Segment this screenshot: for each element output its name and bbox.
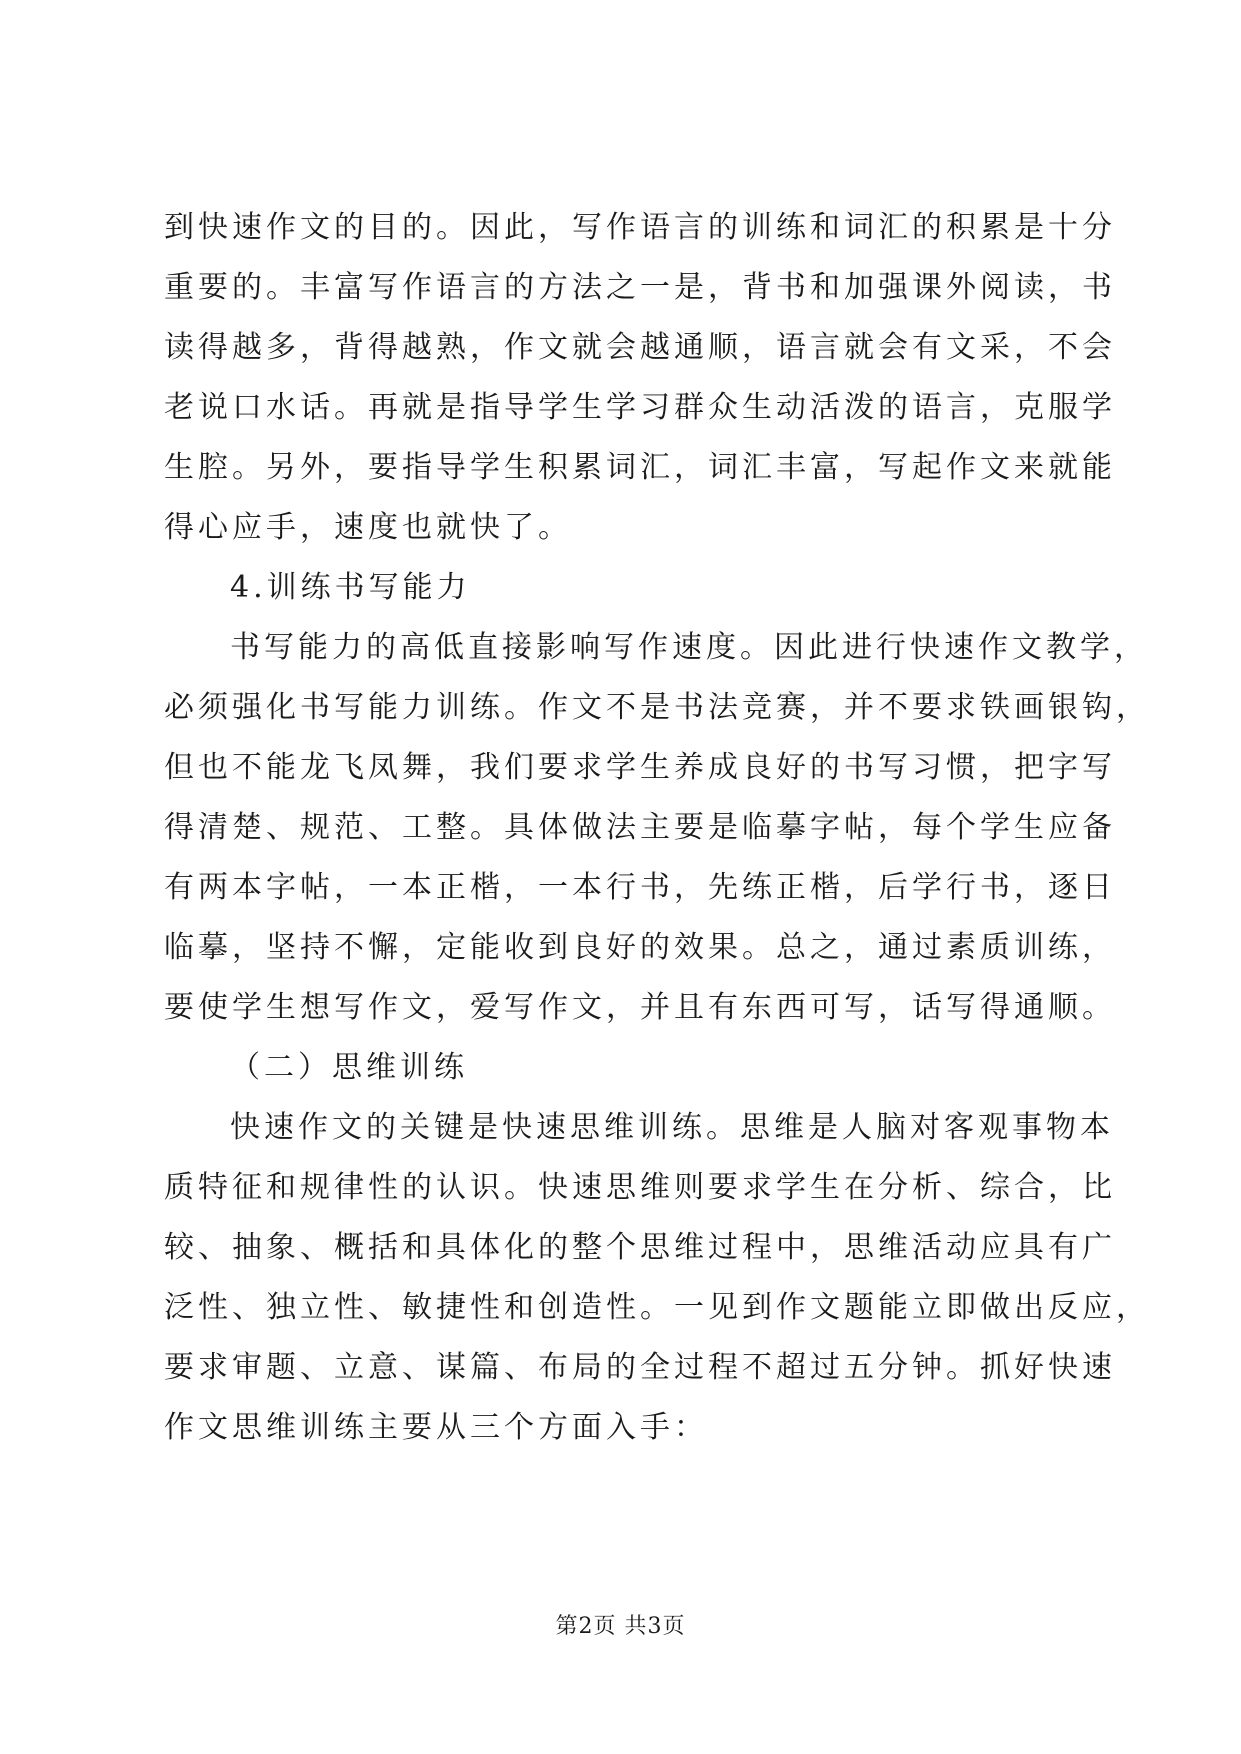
text-line: 生腔。另外，要指导学生积累词汇，词汇丰富，写起作文来就能 xyxy=(164,450,1116,485)
text-line: 快速作文的关键是快速思维训练。思维是人脑对客观事物本 xyxy=(230,1110,1114,1145)
text-line: 得心应手，速度也就快了。 xyxy=(164,510,572,545)
text-line: 临摹，坚持不懈，定能收到良好的效果。总之，通过素质训练， xyxy=(164,930,1116,965)
text-line: 但也不能龙飞凤舞，我们要求学生养成良好的书写习惯，把字写 xyxy=(164,750,1116,785)
body-text xyxy=(164,198,1150,1458)
text-line: 作文思维训练主要从三个方面入手： xyxy=(164,1410,708,1445)
page-indicator: 第2页 共3页 xyxy=(555,1614,686,1639)
text-line: 必须强化书写能力训练。作文不是书法竞赛，并不要求铁画银钩， xyxy=(164,690,1150,725)
text-line: 老说口水话。再就是指导学生学习群众生动活泼的语言，克服学 xyxy=(164,390,1116,425)
section-heading: 4.训练书写能力 xyxy=(230,570,471,605)
text-line: 重要的。丰富写作语言的方法之一是，背书和加强课外阅读，书 xyxy=(164,270,1116,305)
text-line: 泛性、独立性、敏捷性和创造性。一见到作文题能立即做出反应， xyxy=(164,1290,1150,1325)
text-line: 有两本字帖，一本正楷，一本行书，先练正楷，后学行书，逐日 xyxy=(164,870,1116,905)
text-line: 质特征和规律性的认识。快速思维则要求学生在分析、综合，比 xyxy=(164,1170,1116,1205)
text-line: 要使学生想写作文，爱写作文，并且有东西可写，话写得通顺。 xyxy=(164,990,1116,1025)
section-heading: （二）思维训练 xyxy=(230,1050,468,1085)
text-line: 读得越多，背得越熟，作文就会越通顺，语言就会有文采，不会 xyxy=(164,330,1116,365)
text-line: 到快速作文的目的。因此，写作语言的训练和词汇的积累是十分 xyxy=(164,210,1116,245)
text-line: 得清楚、规范、工整。具体做法主要是临摹字帖，每个学生应备 xyxy=(164,810,1116,845)
text-line: 要求审题、立意、谋篇、布局的全过程不超过五分钟。抓好快速 xyxy=(164,1350,1116,1385)
text-line: 书写能力的高低直接影响写作速度。因此进行快速作文教学， xyxy=(230,630,1148,665)
text-line: 较、抽象、概括和具体化的整个思维过程中，思维活动应具有广 xyxy=(164,1230,1116,1265)
page-footer xyxy=(0,1612,1241,1642)
